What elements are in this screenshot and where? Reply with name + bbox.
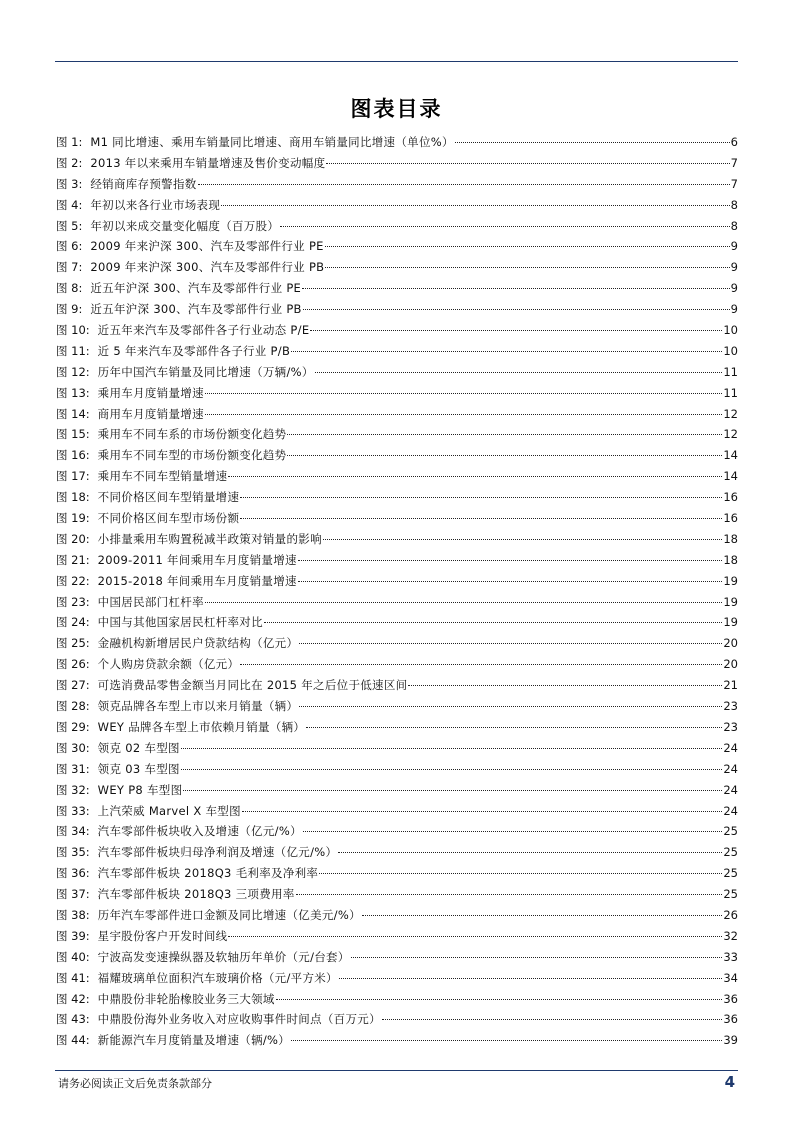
toc-leader-dots xyxy=(291,1040,722,1041)
toc-figure-number: 图 18: xyxy=(56,490,90,505)
toc-figure-title: 经销商库存预警指数 xyxy=(90,176,197,191)
toc-page-number: 18 xyxy=(723,531,738,546)
toc-page-number: 20 xyxy=(723,636,738,651)
toc-figure-number: 图 42: xyxy=(56,991,90,1006)
toc-figure-title: 金融机构新增居民户贷款结构（亿元） xyxy=(97,636,299,651)
toc-leader-dots xyxy=(240,497,722,498)
toc-figure-number: 图 29: xyxy=(56,719,90,734)
toc-entry[interactable] xyxy=(56,341,738,362)
toc-page-number: 39 xyxy=(723,1033,738,1048)
toc-figure-number: 图 13: xyxy=(56,385,90,400)
footer-rule xyxy=(55,1070,738,1071)
toc-page-number: 10 xyxy=(723,323,738,338)
toc-entry[interactable] xyxy=(56,821,738,842)
toc-leader-dots xyxy=(382,1019,722,1020)
toc-entry[interactable] xyxy=(56,487,738,508)
toc-figure-number: 图 16: xyxy=(56,448,90,463)
page-title: 图表目录 xyxy=(350,97,443,121)
toc-entry[interactable] xyxy=(56,905,738,926)
toc-figure-title: 2013 年以来乘用车销量增速及售价变动幅度 xyxy=(90,155,326,170)
toc-page-number: 11 xyxy=(723,385,738,400)
toc-leader-dots xyxy=(338,852,722,853)
toc-figure-number: 图 25: xyxy=(56,636,90,651)
toc-entry[interactable] xyxy=(56,947,738,968)
toc-figure-number: 图 32: xyxy=(56,782,90,797)
toc-entry[interactable] xyxy=(56,362,738,383)
toc-page-number: 23 xyxy=(723,699,738,714)
toc-figure-title: 新能源汽车月度销量及增速（辆/%） xyxy=(97,1033,291,1048)
toc-page-number: 16 xyxy=(723,490,738,505)
toc-entry[interactable] xyxy=(56,299,738,320)
toc-page-number: 9 xyxy=(730,281,738,296)
page-number: 4 xyxy=(724,1073,735,1091)
toc-figure-number: 图 2: xyxy=(56,155,83,170)
toc-page-number: 24 xyxy=(723,803,738,818)
toc-page-number: 36 xyxy=(723,1012,738,1027)
toc-figure-number: 图 36: xyxy=(56,866,90,881)
toc-figure-title: M1 同比增速、乘用车销量同比增速、商用车销量同比增速（单位%） xyxy=(90,135,454,149)
toc-entry[interactable] xyxy=(56,550,738,571)
toc-page-number: 8 xyxy=(730,218,738,233)
toc-entry[interactable] xyxy=(56,738,738,759)
toc-leader-dots xyxy=(323,539,722,540)
toc-figure-title: 领克 02 车型图 xyxy=(97,740,180,755)
toc-figure-number: 图 39: xyxy=(56,928,90,943)
toc-page-number: 23 xyxy=(723,719,738,734)
toc-page-number: 24 xyxy=(723,761,738,776)
toc-figure-number: 图 44: xyxy=(56,1033,90,1048)
toc-figure-number: 图 14: xyxy=(56,406,90,421)
toc-entry[interactable] xyxy=(56,466,738,487)
toc-entry[interactable] xyxy=(56,1030,738,1051)
toc-entry[interactable] xyxy=(56,842,738,863)
toc-leader-dots xyxy=(298,560,723,561)
toc-leader-dots xyxy=(408,685,722,686)
toc-figure-title: 2009 年来沪深 300、汽车及零部件行业 PE xyxy=(90,239,324,254)
footer-disclaimer: 请务必阅读正文后免责条款部分 xyxy=(58,1077,212,1090)
toc-figure-title: 乘用车月度销量增速 xyxy=(97,385,204,400)
toc-figure-number: 图 37: xyxy=(56,887,90,902)
toc-entry[interactable] xyxy=(56,174,738,195)
toc-leader-dots xyxy=(205,602,722,603)
toc-figure-number: 图 26: xyxy=(56,657,90,672)
toc-figure-number: 图 1: xyxy=(56,135,83,149)
toc-page-number: 36 xyxy=(723,991,738,1006)
toc-leader-dots xyxy=(205,414,722,415)
toc-figure-number: 图 19: xyxy=(56,511,90,526)
toc-leader-dots xyxy=(198,184,730,185)
toc-entry[interactable] xyxy=(56,132,738,153)
toc-figure-number: 图 11: xyxy=(56,343,90,358)
toc-entry[interactable] xyxy=(56,508,738,529)
toc-figure-number: 图 12: xyxy=(56,364,90,379)
toc-figure-title: 近五年来汽车及零部件各子行业动态 P/E xyxy=(97,323,310,338)
toc-figure-title: 中鼎股份海外业务收入对应收购事件时间点（百万元） xyxy=(97,1012,381,1027)
toc-page-number: 21 xyxy=(723,678,738,693)
toc-figure-title: 领克 03 车型图 xyxy=(97,761,180,776)
toc-page-number: 9 xyxy=(730,302,738,317)
toc-figure-title: 近五年沪深 300、汽车及零部件行业 PB xyxy=(90,302,302,317)
toc-leader-dots xyxy=(362,915,722,916)
toc-leader-dots xyxy=(181,748,723,749)
toc-leader-dots xyxy=(181,769,723,770)
toc-leader-dots xyxy=(303,309,730,310)
toc-entry[interactable] xyxy=(56,153,738,174)
toc-page-number: 16 xyxy=(723,511,738,526)
toc-entry[interactable] xyxy=(56,717,738,738)
toc-page-number: 33 xyxy=(723,949,738,964)
toc-figure-title: 乘用车不同车系的市场份额变化趋势 xyxy=(97,427,287,442)
toc-figure-number: 图 43: xyxy=(56,1012,90,1027)
toc-leader-dots xyxy=(242,811,722,812)
toc-figure-title: 历年汽车零部件进口金额及同比增速（亿美元/%） xyxy=(97,907,361,922)
toc-page-number: 19 xyxy=(723,594,738,609)
toc-figure-number: 图 22: xyxy=(56,573,90,588)
toc-entry[interactable] xyxy=(56,968,738,989)
toc-figure-title: 乘用车不同车型的市场份额变化趋势 xyxy=(97,448,287,463)
toc-entry[interactable] xyxy=(56,633,738,654)
toc-figure-title: 近五年沪深 300、汽车及零部件行业 PE xyxy=(90,281,302,296)
toc-page-number: 19 xyxy=(723,615,738,630)
toc-page-number: 26 xyxy=(723,907,738,922)
toc-entry[interactable] xyxy=(56,195,738,216)
toc-figure-number: 图 15: xyxy=(56,427,90,442)
toc-entry[interactable] xyxy=(56,675,738,696)
toc-page-number: 12 xyxy=(723,427,738,442)
toc-entry[interactable] xyxy=(56,383,738,404)
toc-figure-number: 图 10: xyxy=(56,323,90,338)
toc-figure-number: 图 9: xyxy=(56,302,83,317)
toc-leader-dots xyxy=(339,978,723,979)
toc-leader-dots xyxy=(315,372,723,373)
toc-page-number: 19 xyxy=(723,573,738,588)
toc-entry[interactable] xyxy=(56,863,738,884)
toc-entry[interactable] xyxy=(56,780,738,801)
toc-figure-title: 上汽荣威 Marvel X 车型图 xyxy=(97,803,241,818)
toc-leader-dots xyxy=(296,894,723,895)
toc-entry[interactable] xyxy=(56,571,738,592)
toc-entry[interactable] xyxy=(56,1009,738,1030)
toc-entry[interactable] xyxy=(56,926,738,947)
toc-figure-title: 汽车零部件板块归母净利润及增速（亿元/%） xyxy=(97,845,338,860)
toc-figure-title: 福耀玻璃单位面积汽车玻璃价格（元/平方米） xyxy=(97,970,338,985)
toc-figure-number: 图 28: xyxy=(56,699,90,714)
toc-entry[interactable] xyxy=(56,696,738,717)
toc-figure-number: 图 34: xyxy=(56,824,90,839)
figure-toc-list xyxy=(56,132,738,1051)
toc-entry[interactable] xyxy=(56,612,738,633)
toc-page-number: 24 xyxy=(723,782,738,797)
toc-leader-dots xyxy=(455,142,730,143)
toc-figure-number: 图 6: xyxy=(56,239,83,254)
toc-entry[interactable] xyxy=(56,529,738,550)
toc-figure-number: 图 24: xyxy=(56,615,90,630)
toc-figure-title: 汽车零部件板块收入及增速（亿元/%） xyxy=(97,824,302,839)
toc-page-number: 14 xyxy=(723,448,738,463)
toc-entry[interactable] xyxy=(56,424,738,445)
toc-figure-title: 中国居民部门杠杆率 xyxy=(97,594,204,609)
toc-entry[interactable] xyxy=(56,989,738,1010)
toc-figure-title: WEY 品牌各车型上市依赖月销量（辆） xyxy=(97,719,306,734)
toc-leader-dots xyxy=(325,267,729,268)
toc-figure-title: 个人购房贷款余额（亿元） xyxy=(97,657,240,672)
toc-figure-title: 2015-2018 年间乘用车月度销量增速 xyxy=(97,573,297,588)
toc-figure-number: 图 40: xyxy=(56,949,90,964)
toc-leader-dots xyxy=(221,205,730,206)
toc-leader-dots xyxy=(351,957,723,958)
toc-figure-title: 汽车零部件板块 2018Q3 三项费用率 xyxy=(97,887,295,902)
toc-leader-dots xyxy=(319,873,722,874)
toc-leader-dots xyxy=(205,393,722,394)
toc-figure-number: 图 17: xyxy=(56,469,90,484)
toc-page-number: 24 xyxy=(723,740,738,755)
toc-entry[interactable] xyxy=(56,801,738,822)
toc-figure-title: 不同价格区间车型销量增速 xyxy=(97,490,240,505)
toc-page-number: 20 xyxy=(723,657,738,672)
toc-figure-title: 2009 年来沪深 300、汽车及零部件行业 PB xyxy=(90,260,325,275)
toc-entry[interactable] xyxy=(56,592,738,613)
toc-page-number: 32 xyxy=(723,928,738,943)
toc-entry[interactable] xyxy=(56,404,738,425)
toc-leader-dots xyxy=(183,790,722,791)
toc-leader-dots xyxy=(306,727,722,728)
toc-leader-dots xyxy=(228,476,722,477)
toc-leader-dots xyxy=(276,999,723,1000)
toc-figure-number: 图 20: xyxy=(56,531,90,546)
toc-figure-title: 中国与其他国家居民杠杆率对比 xyxy=(97,615,263,630)
toc-figure-number: 图 27: xyxy=(56,678,90,693)
toc-figure-number: 图 3: xyxy=(56,176,83,191)
toc-leader-dots xyxy=(303,831,722,832)
toc-entry[interactable] xyxy=(56,257,738,278)
toc-figure-title: 可选消费品零售金额当月同比在 2015 年之后位于低速区间 xyxy=(97,678,408,693)
toc-figure-number: 图 23: xyxy=(56,594,90,609)
toc-page-number: 7 xyxy=(730,155,738,170)
toc-page-number: 7 xyxy=(730,176,738,191)
toc-entry[interactable] xyxy=(56,884,738,905)
toc-figure-title: 汽车零部件板块 2018Q3 毛利率及净利率 xyxy=(97,866,319,881)
toc-figure-number: 图 35: xyxy=(56,845,90,860)
toc-entry[interactable] xyxy=(56,759,738,780)
toc-leader-dots xyxy=(298,581,723,582)
toc-page-number: 25 xyxy=(723,845,738,860)
toc-figure-title: 年初以来成交量变化幅度（百万股） xyxy=(90,218,280,233)
toc-figure-title: WEY P8 车型图 xyxy=(97,782,183,797)
toc-leader-dots xyxy=(287,434,722,435)
toc-figure-title: 领克品牌各车型上市以来月销量（辆） xyxy=(97,699,299,714)
toc-figure-title: 近 5 年来汽车及零部件各子行业 P/B xyxy=(97,343,291,358)
toc-leader-dots xyxy=(302,288,730,289)
toc-page-number: 25 xyxy=(723,887,738,902)
toc-page-number: 25 xyxy=(723,866,738,881)
toc-figure-title: 历年中国汽车销量及同比增速（万辆/%） xyxy=(97,364,314,379)
toc-leader-dots xyxy=(264,622,722,623)
toc-page-number: 14 xyxy=(723,469,738,484)
toc-page-number: 8 xyxy=(730,197,738,212)
toc-leader-dots xyxy=(310,330,722,331)
toc-figure-number: 图 8: xyxy=(56,281,83,296)
toc-leader-dots xyxy=(280,226,730,227)
toc-leader-dots xyxy=(299,643,722,644)
toc-page-number: 18 xyxy=(723,552,738,567)
toc-leader-dots xyxy=(291,351,722,352)
toc-entry[interactable] xyxy=(56,654,738,675)
toc-figure-number: 图 31: xyxy=(56,761,90,776)
toc-leader-dots xyxy=(326,163,729,164)
toc-entry[interactable] xyxy=(56,320,738,341)
toc-page-number: 10 xyxy=(723,343,738,358)
toc-page-number: 9 xyxy=(730,239,738,254)
toc-figure-number: 图 7: xyxy=(56,260,83,275)
toc-figure-number: 图 5: xyxy=(56,218,83,233)
toc-figure-title: 小排量乘用车购置税减半政策对销量的影响 xyxy=(97,531,322,546)
toc-figure-title: 不同价格区间车型市场份额 xyxy=(97,511,240,526)
toc-leader-dots xyxy=(287,455,722,456)
toc-page-number: 11 xyxy=(723,364,738,379)
header-rule xyxy=(55,61,738,62)
toc-figure-title: 商用车月度销量增速 xyxy=(97,406,204,421)
toc-page-number: 34 xyxy=(723,970,738,985)
toc-figure-number: 图 38: xyxy=(56,907,90,922)
toc-leader-dots xyxy=(325,246,730,247)
toc-figure-title: 2009-2011 年间乘用车月度销量增速 xyxy=(97,552,297,567)
toc-leader-dots xyxy=(240,518,722,519)
toc-page-number: 9 xyxy=(730,260,738,275)
toc-figure-number: 图 33: xyxy=(56,803,90,818)
toc-figure-title: 乘用车不同车型销量增速 xyxy=(97,469,228,484)
toc-figure-number: 图 4: xyxy=(56,197,83,212)
toc-figure-number: 图 30: xyxy=(56,740,90,755)
toc-entry[interactable] xyxy=(56,236,738,257)
toc-page-number: 12 xyxy=(723,406,738,421)
toc-figure-number: 图 21: xyxy=(56,552,90,567)
toc-entry[interactable] xyxy=(56,216,738,237)
toc-figure-title: 宁波高发变速操纵器及软轴历年单价（元/台套） xyxy=(97,949,350,964)
toc-figure-title: 年初以来各行业市场表现 xyxy=(90,197,221,212)
toc-figure-title: 中鼎股份非轮胎橡胶业务三大领域 xyxy=(97,991,275,1006)
toc-figure-title: 星宇股份客户开发时间线 xyxy=(97,928,228,943)
toc-entry[interactable] xyxy=(56,278,738,299)
toc-figure-number: 图 41: xyxy=(56,970,90,985)
toc-page-number: 6 xyxy=(730,135,738,149)
toc-leader-dots xyxy=(228,936,722,937)
toc-leader-dots xyxy=(299,706,722,707)
toc-leader-dots xyxy=(240,664,722,665)
toc-entry[interactable] xyxy=(56,445,738,466)
toc-page-number: 25 xyxy=(723,824,738,839)
